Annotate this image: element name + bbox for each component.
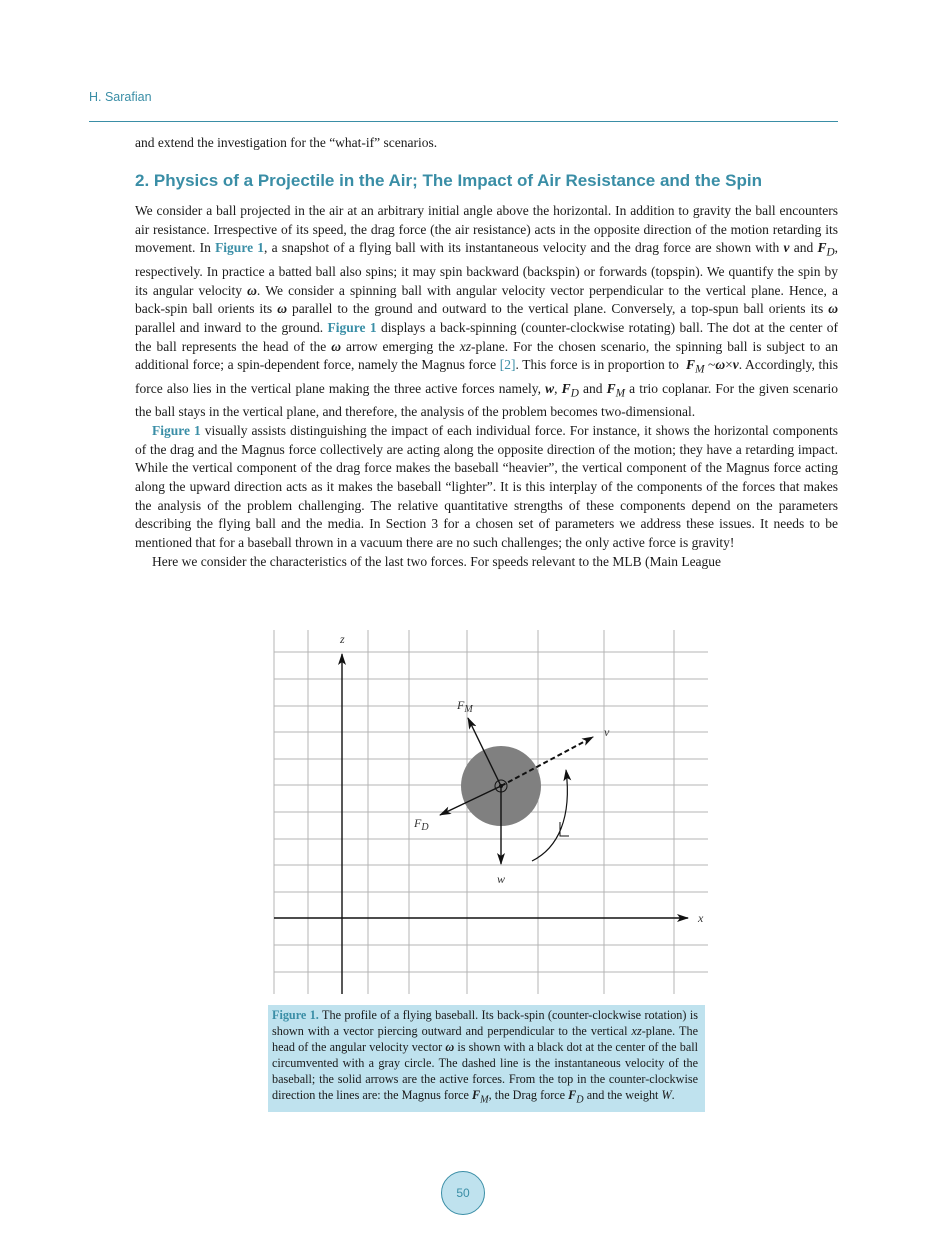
header-rule [89, 121, 838, 122]
section-title: 2. Physics of a Projectile in the Air; The Impact of Air Resistance and the Spin [135, 171, 762, 190]
figure-1-link[interactable]: Figure 1 [152, 422, 201, 438]
velocity-label: v [604, 725, 610, 739]
citation-2-link[interactable]: [2] [499, 357, 516, 373]
figure-1-diagram [268, 628, 708, 998]
section-body [135, 202, 838, 571]
intro-paragraph: and extend the investigation for the “what-if” scenarios. [135, 135, 438, 150]
figure-1-link[interactable]: Figure 1 [215, 240, 265, 256]
paragraph-3: Here we consider the characteristics of the last two forces. For speeds relevant to the MLB (Main League [152, 553, 722, 569]
drag-force-label: $F_D$ [414, 816, 429, 833]
caption-label: Figure 1. [272, 1008, 319, 1022]
x-axis-label: x [698, 911, 704, 925]
magnus-force-label: $F_M$ [457, 698, 473, 715]
figure-1-link[interactable]: Figure 1 [327, 319, 377, 335]
omega-vector-head-dot [499, 784, 503, 788]
z-axis-label: z [340, 632, 345, 646]
running-header-author: H. Sarafian [89, 90, 152, 104]
paragraph-1: We consider a ball projected in the air at an arbitrary initial angle above the horizontal. In addition to gravity the ball encounters air resistance. Irrespective of its speed, the drag force (the air resistance) acts in the opposite direction of the motion retarding its movement. In Figure 1, a snapshot of a flying ball with its instantaneous velocity and the drag force are shown with v and $F_D$, respectively. In practice a batted ball also spins; it may spin backward (backspin) or forwards (topspin). We quantify the spin by its angular velocity ω. We consider a spinning ball with angular velocity vector perpendicular to the vertical plane. Hence, a back-spin ball orients its ω parallel to the ground and outward to the vertical plane. Conversely, a top-spun ball orients its ω parallel and inward to the ground. Figure 1 displays a back-spinning (counter-clockwise rotating) ball. The dot at the center of the ball represents the head of the ω arrow emerging the xz-plane. For the chosen scenario, the spinning ball is subject to an additional force; a spin-dependent force, namely the Magnus force [2]. This force is in proportion to $F_M$ ~ω×v. Accordingly, this force also lies in the vertical plane making the three active forces namely, w, $F_D$ and $F_M$ a trio coplanar. For the given scenario the ball stays in the vertical plane, and therefore, the analysis of the problem becomes two-dimensional. [135, 203, 839, 420]
page-number: 50 [441, 1171, 485, 1215]
paragraph-2: Figure 1 visually assists distinguishing the impact of each individual force. For instance, it shows the horizontal components of the drag and the Magnus force collectively are acting along the opposite direction of the motion; they have a retarding impact. While the vertical component of the drag force makes the baseball “heavier”, the vertical component of the Magnus force acting along the upward direction acts as it makes the baseball “lighter”. It is this interplay of the components of the forces that makes the analysis of the problem challenging. The relative quantitative strengths of these components depend on the parameters describing the flying ball and the media. In Section 3 for a chosen set of parameters we address these issues. It needs to be mentioned that for a baseball thrown in a vacuum there are no such challenges; the only active force is gravity! [135, 422, 838, 551]
weight-label: w [497, 872, 506, 886]
figure-1-caption: Figure 1. The profile of a flying baseball. Its back-spin (counter-clockwise rotation) is shown with a vector piercing outward and perpendicular to the vertical xz-plane. The head of the angular velocity vector ω is shown with a black dot at the center of the ball circumvented with a gray circle. The dashed line is the instantaneous velocity of the baseball; the solid arrows are the active forces. From the top in the counter-clockwise direction the lines are: the Magnus force $F_M$, the Drag force $F_D$ and the weight W. [268, 1005, 705, 1112]
